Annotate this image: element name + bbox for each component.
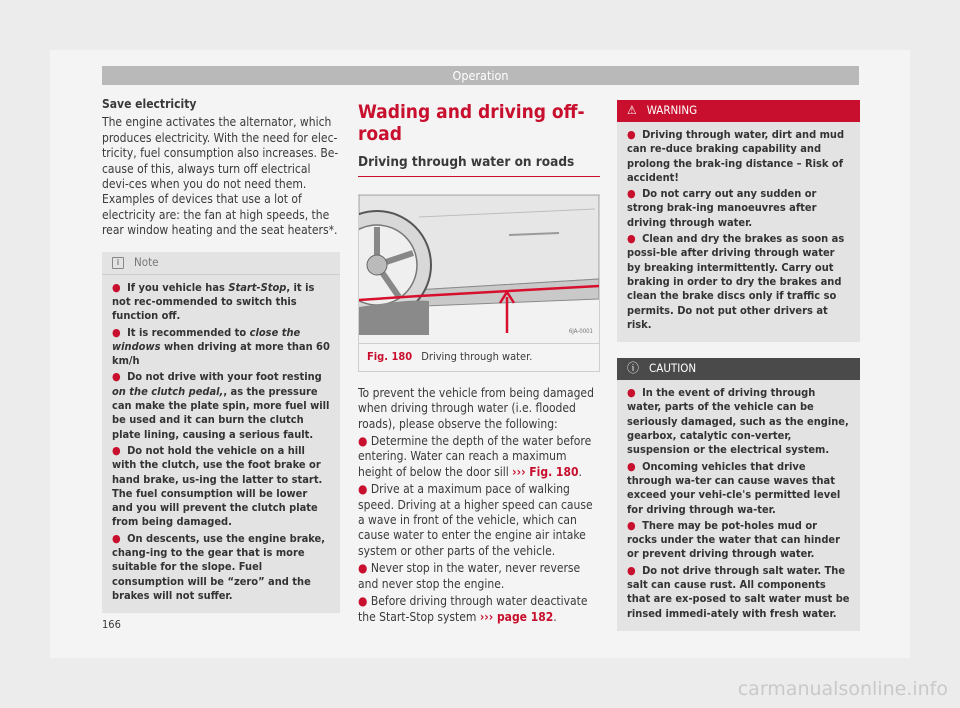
info-icon: i (112, 257, 124, 269)
note-body (102, 275, 340, 604)
column-middle (358, 97, 600, 625)
caution-label: CAUTION (649, 361, 697, 376)
car-wading-illustration (359, 195, 599, 343)
note-item: ● Do not drive with your foot resting on the clutch pedal,, as the pressure can make the plate spin, more fuel will be used and it can burn the clutch plate lining, causing a serious fault. (112, 370, 330, 441)
figure-caption-text: Driving through water. (421, 350, 533, 364)
figure-number: Fig. 180 (367, 350, 413, 364)
caution-item: ● In the event of driving through water, parts of the vehicle can be seriously damaged, such as the engine, gearbox, catalytic con-verter, suspension or the electrical system. (627, 386, 849, 457)
section-heading: Wading and driving off-road (358, 101, 585, 145)
figure-caption (359, 343, 599, 370)
warning-label: WARNING (646, 103, 698, 118)
figure-180 (358, 194, 600, 371)
column-right (617, 97, 860, 631)
wading-item: ● Before driving through water deactivate the Start-Stop system ››› page 182. (358, 594, 588, 624)
save-electricity-title: Save electricity (102, 97, 197, 111)
warning-triangle-icon: ⚠ (627, 103, 637, 118)
page-reference-link[interactable]: ››› page 182 (479, 609, 554, 624)
note-item: ● If you vehicle has Start-Stop, it is not rec-ommended to switch this function off. (112, 280, 315, 323)
wading-item: ● Never stop in the water, never reverse and never stop the engine. (358, 561, 581, 591)
figure-code: 6JA-0001 (568, 328, 593, 335)
caution-circle-icon: ⓘ (627, 361, 640, 376)
note-header (102, 252, 340, 275)
caution-header (617, 358, 860, 380)
warning-body (617, 122, 860, 332)
note-label: Note (134, 254, 159, 269)
caution-item: ● Oncoming vehicles that drive through wa-ter can cause waves that exceed your vehi-cle's permitted level for driving through wa-ter. (627, 459, 841, 516)
save-electricity-text: The engine activates the alternator, which produces electricity. With the need for elec-tricity, fuel consumption also increases. Be-cause of this, always turn off electrical devi-ces when you do not need them. Examples of devices that use a lot of electricity are: the fan at high speeds, the rear window heating and the seat heaters*. (102, 115, 339, 238)
note-item: ● On descents, use the engine brake, chang-ing to the gear that is more suitable for the slope. Fuel consumption will be “zero” and the brakes will not suffer. (112, 531, 326, 602)
column-left (102, 97, 340, 613)
section-subheading: Driving through water on roads (358, 155, 600, 177)
page-header: Operation (102, 66, 859, 85)
warning-item: ● Clean and dry the brakes as soon as possi-ble after driving through water by breaking intermittently. Carry out braking in order to dry the brakes and clean the brake discs only if traffic so permits. Do not put other drivers at risk. (627, 232, 845, 331)
figure-reference-link[interactable]: ››› Fig. 180 (512, 464, 579, 479)
wading-intro: To prevent the vehicle from being damaged when driving through water (i.e. flooded roads), please observe the following: (358, 385, 594, 431)
warning-box (617, 100, 860, 342)
warning-item: ● Driving through water, dirt and mud can re-duce braking capability and prolong the brak-ing distance – Risk of accident! (627, 128, 845, 184)
note-box (102, 252, 340, 614)
wading-item: ● Drive at a maximum pace of walking speed. Driving at a higher speed can cause a wave in front of the vehicle, which can cause water to enter the engine air intake system or other parts of the vehicle. (358, 482, 593, 558)
note-item: ● Do not hold the vehicle on a hill with the clutch, use the foot brake or hand brake, us-ing the latter to start. The fuel consumption will be lower and you will prevent the clutch plate from being damaged. (112, 443, 323, 529)
caution-item: ● There may be pot-holes mud or rocks under the water that can hinder or prevent driving through water. (627, 518, 841, 561)
warning-item: ● Do not carry out any sudden or strong brak-ing manoeuvres after driving through water. (627, 187, 817, 229)
caution-box (617, 358, 860, 631)
watermark: carmanualsonline.info (737, 678, 948, 700)
note-item: ● It is recommended to close the windows when driving at more than 60 km/h (112, 325, 330, 368)
page-number: 166 (102, 618, 121, 631)
wading-item: ● Determine the depth of the water before entering. Water can reach a maximum height of below the door sill ››› Fig. 180. (358, 434, 592, 479)
caution-item: ● Do not drive through salt water. The salt can cause rust. All components that are ex-posed to salt water must be rinsed immedi-ately with fresh water. (627, 563, 850, 620)
warning-header (617, 100, 860, 122)
caution-body (617, 380, 860, 621)
